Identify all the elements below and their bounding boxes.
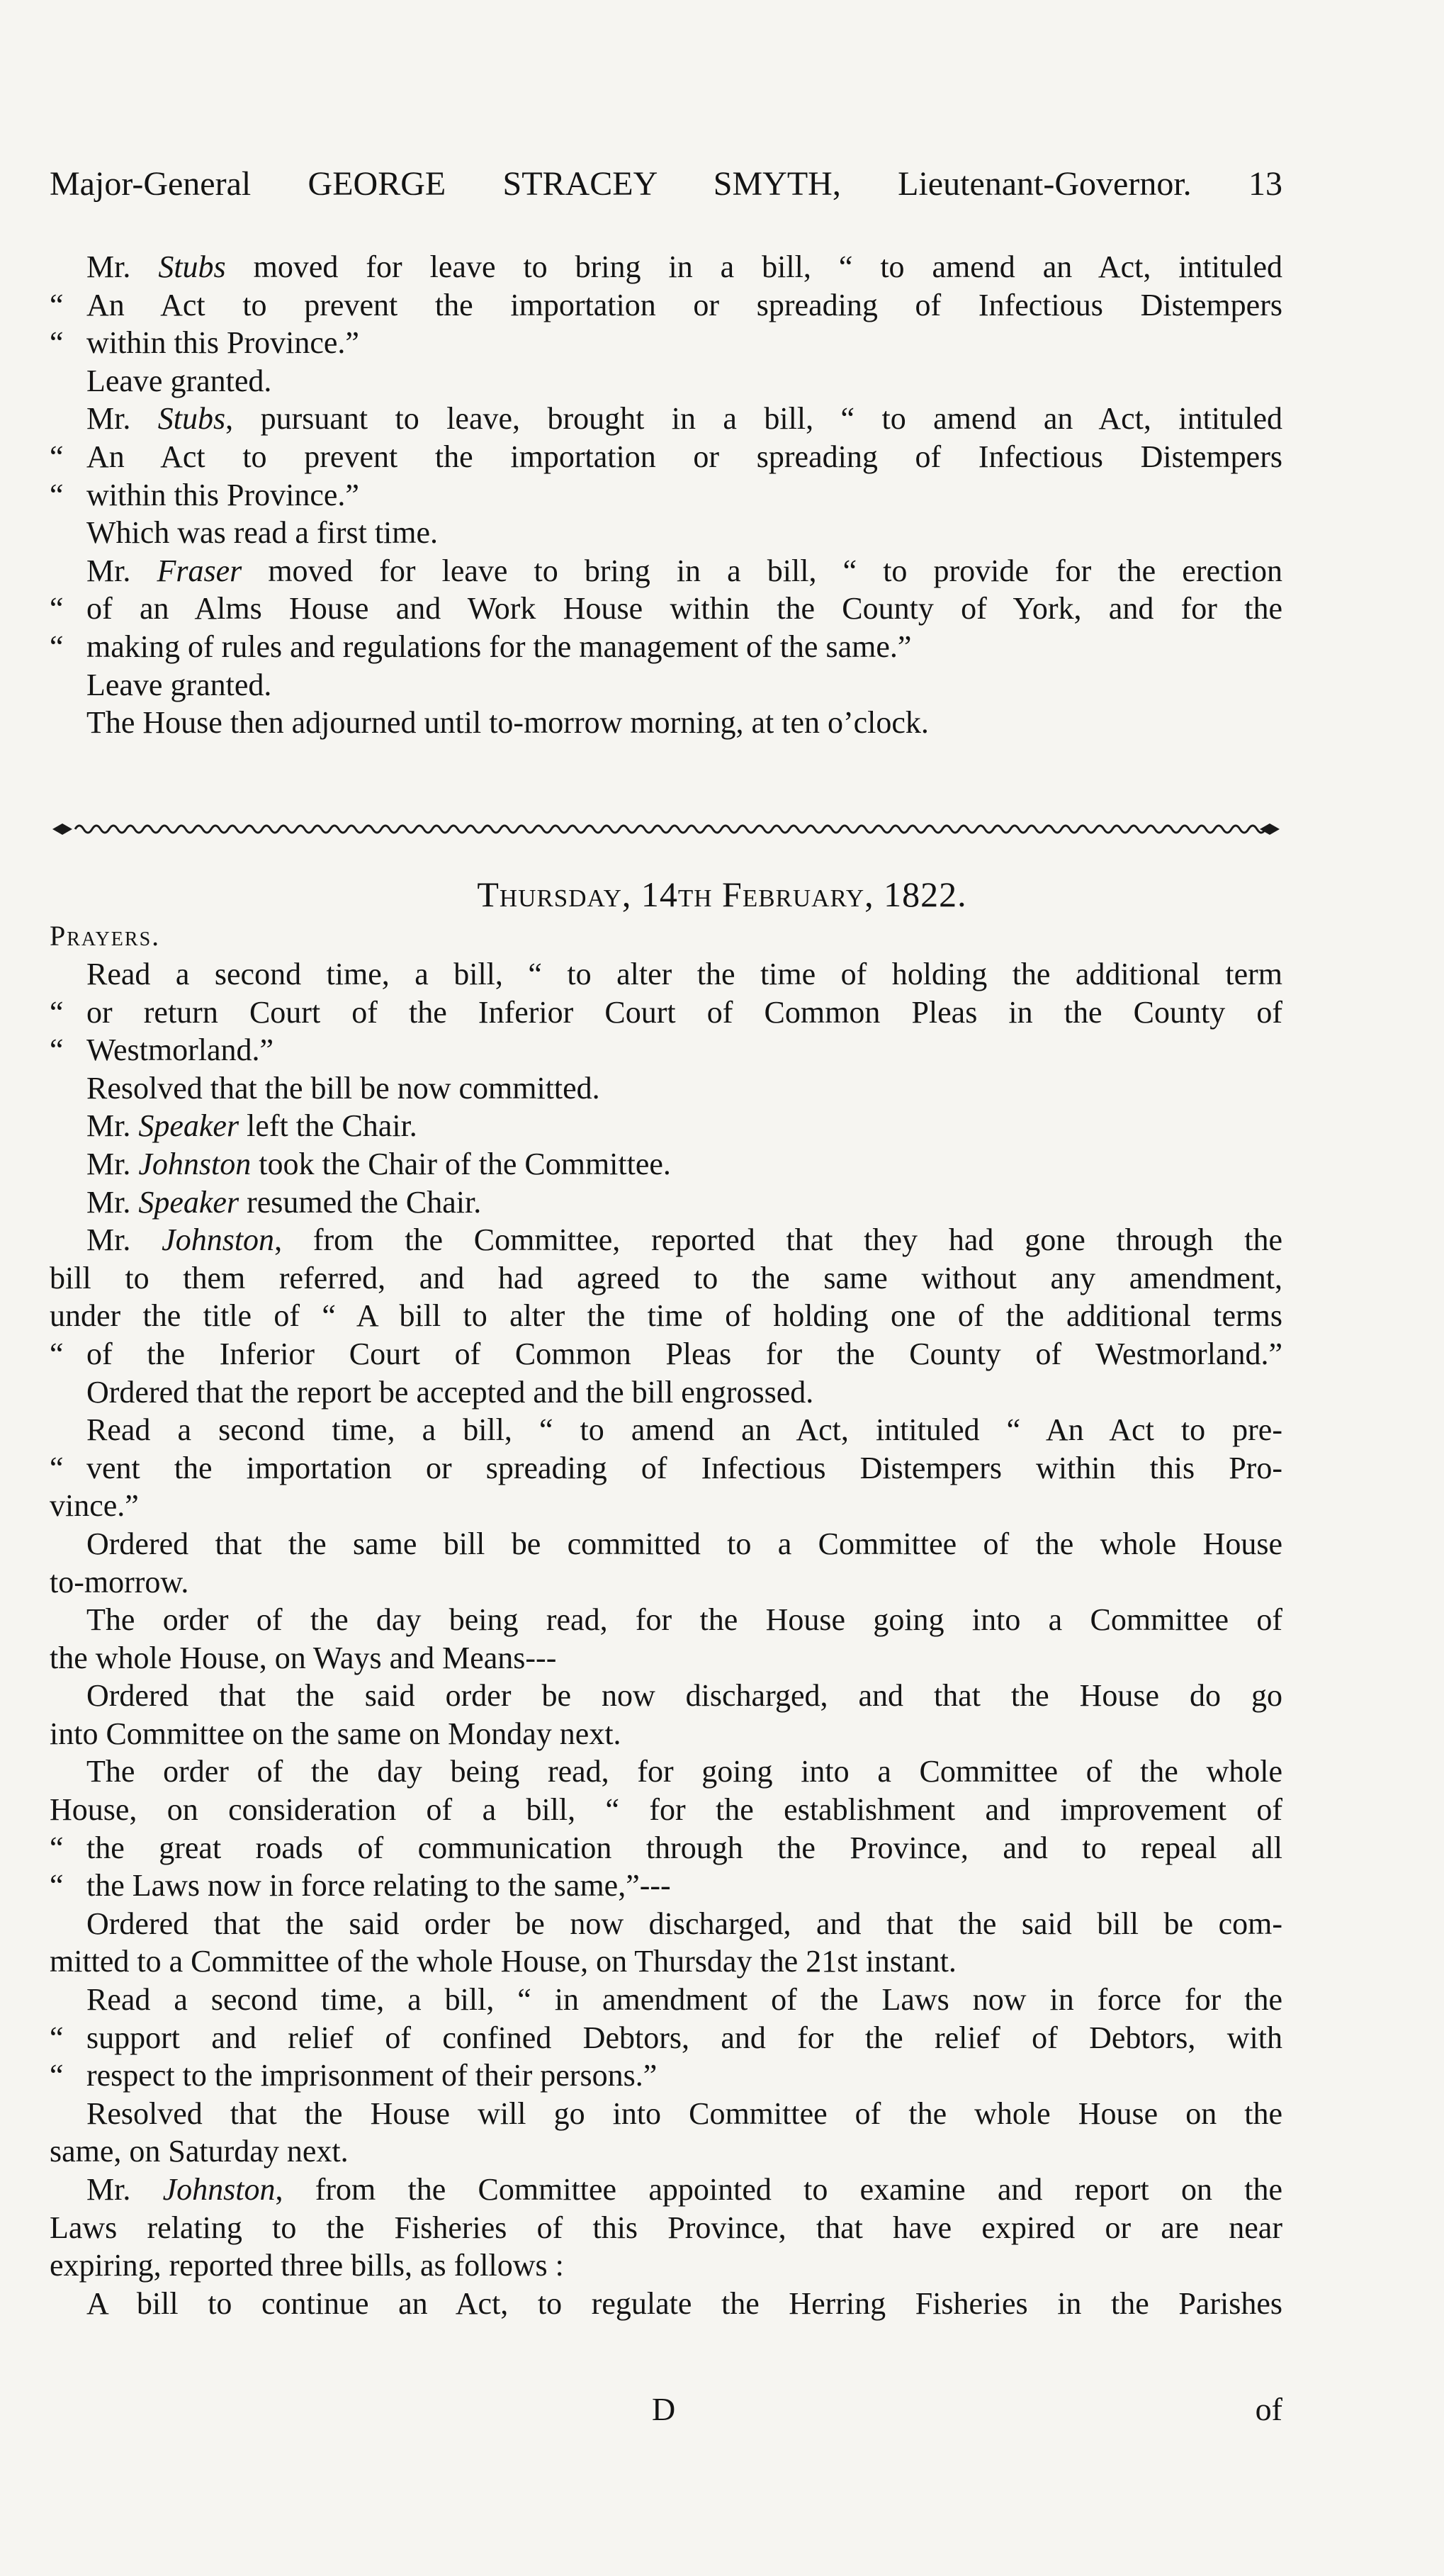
line-text: Ordered that the same bill be committed to a Committee of the whole House [86, 1526, 1282, 1561]
line-text: within this Province.” [86, 325, 359, 361]
quote-mark: “ [50, 629, 64, 664]
line-text: An Act to prevent the importation or spreading of Infectious Distempers [86, 287, 1282, 322]
text-line [50, 1525, 1282, 1563]
line-text: same, on Saturday next. [50, 2134, 349, 2169]
line-text: Leave granted. [86, 667, 272, 702]
text-line [50, 1297, 1282, 1335]
text-line [50, 994, 1282, 1032]
text-line [50, 1981, 1282, 2019]
text-line [50, 1107, 1282, 1145]
text-line [50, 438, 1282, 476]
line-text-continued: , pursuant to leave, brought in a bill, “ to amend an Act, intituled [225, 401, 1282, 437]
date-heading: Thursday, 14th February, 1822. [477, 874, 967, 914]
text-line [50, 1145, 1282, 1183]
text-line [50, 2171, 1282, 2209]
line-text: House, on consideration of a bill, “ for the establishment and improvement of [50, 1792, 1282, 1828]
text-line [50, 2285, 1282, 2323]
text-line [50, 1259, 1282, 1298]
line-text: Mr. [86, 1184, 139, 1220]
italic-name: Speaker [138, 1184, 239, 1220]
text-line [50, 1069, 1282, 1108]
quote-mark: “ [50, 1336, 64, 1371]
running-header: Major-General GEORGE STRACEY SMYTH, Lieutenant-Governor. 13 [50, 165, 1282, 203]
text-line [50, 1487, 1282, 1525]
italic-name: Johnston [162, 1222, 275, 1258]
line-text: The order of the day being read, for going into a Committee of the whole [86, 1754, 1282, 1789]
line-text: Ordered that the said order be now discharged, and that the House do go [86, 1678, 1282, 1714]
text-line [50, 1221, 1282, 1259]
italic-name: Speaker [138, 1108, 239, 1144]
text-line [50, 1942, 1282, 1981]
text-line [50, 286, 1282, 325]
line-text: of the Inferior Court of Common Pleas for the County of Westmorland.” [86, 1336, 1282, 1371]
quote-mark: “ [50, 1830, 64, 1865]
text-line [50, 1753, 1282, 1791]
top-text-block [50, 248, 1282, 742]
line-text: making of rules and regulations for the management of the same.” [86, 629, 912, 664]
line-text-continued: left the Chair. [239, 1108, 417, 1144]
text-line [50, 400, 1282, 438]
text-line [50, 1677, 1282, 1715]
quote-mark: “ [50, 477, 64, 512]
text-line [50, 1183, 1282, 1222]
italic-name: Johnston [162, 2172, 276, 2207]
quote-mark: “ [50, 591, 64, 626]
text-line [50, 1449, 1282, 1487]
line-text: Read a second time, a bill, “ to amend an Act, intituled “ An Act to pre- [86, 1412, 1282, 1448]
text-line [50, 476, 1282, 514]
text-line [50, 1829, 1282, 1867]
text-line [50, 1601, 1282, 1639]
text-line [50, 1563, 1282, 1602]
line-text: or return Court of the Inferior Court of Common Pleas in the County of [86, 994, 1282, 1030]
text-line [50, 666, 1282, 704]
line-text: Mr. [86, 1222, 162, 1258]
text-line [50, 1791, 1282, 1829]
line-text: the great roads of communication through the Province, and to repeal all [86, 1830, 1282, 1865]
text-line [50, 2132, 1282, 2171]
line-text: vent the importation or spreading of Infectious Distempers within this Pro- [86, 1450, 1282, 1485]
catchword: of [1255, 2391, 1282, 2427]
line-text: Resolved that the bill be now committed. [86, 1070, 600, 1106]
line-text: Read a second time, a bill, “ in amendment of the Laws now in force for the [86, 1982, 1282, 2018]
text-line [50, 2246, 1282, 2285]
line-text: support and relief of confined Debtors, and for the relief of Debtors, with [86, 2020, 1282, 2055]
text-line [50, 1411, 1282, 1449]
signature-mark: D [652, 2391, 676, 2427]
line-text-continued: , from the Committee, reported that they had gone through the [274, 1222, 1282, 1258]
prayers-label: Prayers. [50, 920, 161, 952]
line-text: Ordered that the said order be now discharged, and that the said bill be com- [86, 1906, 1282, 1941]
line-text: the whole House, on Ways and Means--- [50, 1640, 557, 1675]
text-line [50, 955, 1282, 994]
text-line [50, 1335, 1282, 1373]
text-line [50, 2209, 1282, 2247]
text-line [50, 590, 1282, 628]
quote-mark: “ [50, 2058, 64, 2093]
text-line [50, 248, 1282, 286]
line-text: Leave granted. [86, 363, 272, 398]
line-text: Which was read a first time. [86, 515, 439, 551]
line-text: within this Province.” [86, 477, 359, 512]
line-text: Read a second time, a bill, “ to alter the time of holding the additional term [86, 957, 1282, 991]
quote-mark: “ [50, 287, 64, 322]
text-line [50, 2019, 1282, 2057]
line-text: into Committee on the same on Monday next. [50, 1716, 621, 1751]
quote-mark: “ [50, 439, 64, 474]
italic-name: Stubs [157, 401, 226, 437]
quote-mark: “ [50, 325, 64, 361]
line-text: the Laws now in force relating to the same,”--- [86, 1868, 671, 1903]
line-text-continued: moved for leave to bring in a bill, “ to amend an Act, intituled [225, 249, 1282, 284]
line-text: Resolved that the House will go into Committee of the whole House on the [86, 2096, 1282, 2131]
text-line [50, 362, 1282, 400]
line-text: Mr. [86, 1108, 139, 1144]
quote-mark: “ [50, 1033, 64, 1068]
italic-name: Stubs [158, 249, 226, 284]
text-line [50, 552, 1282, 590]
line-text: Westmorland.” [86, 1033, 274, 1068]
quote-mark: “ [50, 2020, 64, 2055]
line-text-continued: resumed the Chair. [239, 1184, 482, 1220]
line-text: mitted to a Committee of the whole House, on Thursday the 21st instant. [50, 1944, 957, 1979]
line-text: Ordered that the report be accepted and the bill engrossed. [86, 1374, 814, 1410]
text-line [50, 324, 1282, 362]
line-text: vince.” [50, 1488, 139, 1524]
line-text: An Act to prevent the importation or spreading of Infectious Distempers [86, 439, 1282, 474]
line-text: respect to the imprisonment of their persons.” [86, 2058, 658, 2093]
text-line [50, 704, 1282, 742]
text-line [50, 628, 1282, 666]
line-text: expiring, reported three bills, as follows : [50, 2248, 564, 2283]
text-line [50, 2057, 1282, 2095]
line-text: The order of the day being read, for the House going into a Committee of [86, 1602, 1282, 1638]
line-text: Mr. [86, 401, 158, 437]
line-text: bill to them referred, and had agreed to the same without any amendment, [50, 1260, 1282, 1295]
italic-name: Fraser [157, 553, 242, 588]
quote-mark: “ [50, 1868, 64, 1903]
line-text: Mr. [86, 2172, 163, 2207]
line-text-continued: , from the Committee appointed to examine and report on the [275, 2172, 1282, 2207]
line-text: Laws relating to the Fisheries of this Province, that have expired or are near [50, 2210, 1282, 2245]
text-line [50, 1639, 1282, 1677]
line-text: of an Alms House and Work House within the County of York, and for the [86, 591, 1282, 626]
line-text-continued: moved for leave to bring in a bill, “ to provide for the erection [242, 553, 1282, 588]
line-text: Mr. [86, 249, 159, 284]
quote-mark: “ [50, 994, 64, 1030]
text-line [50, 1373, 1282, 1412]
line-text: to-morrow. [50, 1564, 189, 1599]
line-text: under the title of “ A bill to alter the time of holding one of the additional terms [50, 1298, 1282, 1334]
bottom-text-block [50, 955, 1282, 2322]
text-line [50, 2095, 1282, 2133]
line-text: Mr. [86, 553, 157, 588]
line-text: Mr. [86, 1146, 139, 1181]
text-line [50, 1031, 1282, 1069]
text-line [50, 514, 1282, 552]
text-line [50, 1867, 1282, 1905]
line-text: The House then adjourned until to-morrow morning, at ten o’clock. [86, 705, 929, 741]
quote-mark: “ [50, 1450, 64, 1485]
decorative-rule [50, 808, 1282, 850]
text-line [50, 1715, 1282, 1753]
line-text-continued: took the Chair of the Committee. [251, 1146, 671, 1181]
line-text: A bill to continue an Act, to regulate the Herring Fisheries in the Parishes [86, 2285, 1282, 2321]
text-line [50, 1905, 1282, 1943]
italic-name: Johnston [138, 1146, 252, 1181]
